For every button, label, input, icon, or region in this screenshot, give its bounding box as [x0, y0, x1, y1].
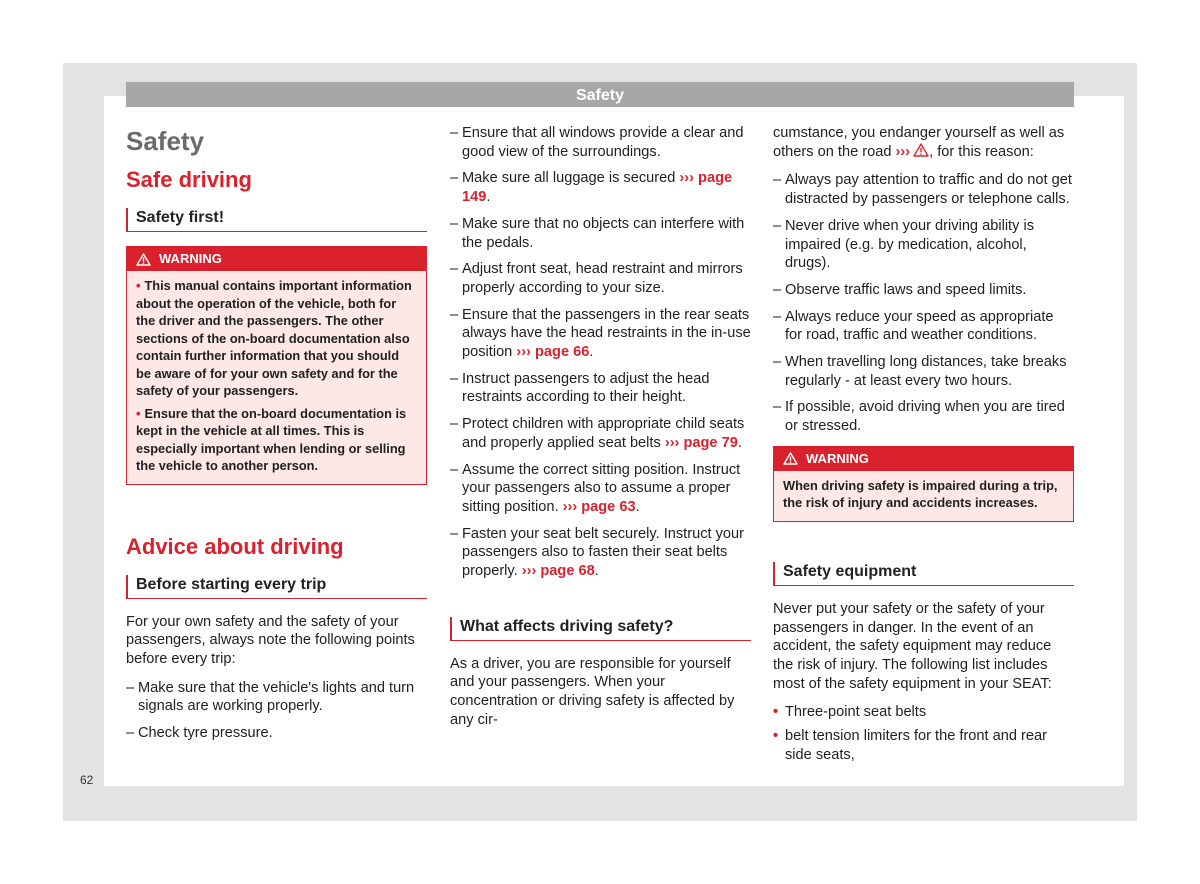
subsection-title-driving-safety: What affects driving safety? — [450, 617, 751, 641]
checklist — [126, 679, 427, 743]
column-3 — [773, 124, 1074, 769]
list-item: – Instruct passengers to adjust the head restraints according to their height. — [450, 370, 751, 407]
warning-body — [774, 471, 1073, 521]
warning-box — [126, 246, 427, 485]
list-item: – Make sure that no objects can interfere with the pedals. — [450, 215, 751, 252]
list-item: • Three-point seat belts — [773, 703, 1074, 722]
checklist — [450, 124, 751, 581]
running-header: Safety — [126, 82, 1074, 107]
paragraph: For your own safety and the safety of your passengers, always note the following points before every trip: — [126, 613, 415, 667]
warning-body — [127, 271, 426, 484]
page-reference-link[interactable]: ››› page 63 — [562, 498, 636, 515]
list-item: – Always pay attention to traffic and do not get distracted by passengers or telephone calls. — [773, 171, 1074, 208]
page-reference-link[interactable]: ››› page 68 — [521, 563, 595, 580]
column-2 — [450, 124, 751, 740]
warning-label: WARNING — [806, 450, 869, 466]
page-reference-link[interactable]: ››› page 149 — [462, 170, 733, 206]
list-item: – Observe traffic laws and speed limits. — [773, 281, 1074, 300]
warning-item: • This manual contains important information about the operation of the vehicle, both for the driver and the passengers. The other sections of the on-board documentation also contain further information that you should be aware of for your own safety and for the safety of your passengers. — [136, 278, 412, 398]
warning-label: WARNING — [159, 251, 222, 266]
list-item: – Never drive when your driving ability is impaired (e.g. by medication, alcohol, drugs). — [773, 217, 1074, 273]
paragraph: Never put your safety or the safety of your passengers in danger. In the event of an accident, the safety equipment may reduce the risk of injury. The following list includes most of the safety equipment in your SEAT: — [773, 600, 1052, 692]
warning-header — [774, 447, 1073, 471]
page-reference-link[interactable]: ››› page 79 — [664, 434, 738, 451]
warning-triangle-icon — [913, 143, 929, 157]
list-item: – Make sure that the vehicle's lights and turn signals are working properly. — [126, 679, 427, 716]
paragraph: As a driver, you are responsible for yourself and your passengers. When your concentration or driving safety is affected by any cir- — [450, 655, 735, 728]
page-reference-link[interactable]: ››› page 66 — [516, 344, 590, 361]
list-item: – Protect children with appropriate child seats and properly applied seat belts ››› page 79. — [450, 415, 751, 452]
warning-reference-link[interactable]: ››› — [895, 143, 911, 160]
warning-item: When driving safety is impaired during a trip, the risk of injury and accidents increases. — [783, 477, 1058, 511]
list-item: – Make sure all luggage is secured ››› page 149. — [450, 169, 751, 206]
subsection-title-before-trip: Before starting every trip — [126, 575, 427, 599]
warning-triangle-icon — [136, 253, 151, 266]
warning-box — [773, 446, 1074, 522]
page-number: 62 — [80, 773, 94, 787]
column-1 — [126, 124, 427, 751]
list-item: – Always reduce your speed as appropriate for road, traffic and weather conditions. — [773, 308, 1074, 345]
list-item: – Adjust front seat, head restraint and mirrors properly according to your size. — [450, 260, 751, 297]
warning-item: • Ensure that the on-board documentation is kept in the vehicle at all times. This is especially important when lending or selling the vehicle to another person. — [136, 405, 407, 473]
list-item: – Ensure that all windows provide a clear and good view of the surroundings. — [450, 124, 751, 161]
list-item: – When travelling long distances, take breaks regularly - at least every two hours. — [773, 353, 1074, 390]
chapter-title: Safety — [126, 126, 205, 156]
list-item: • belt tension limiters for the front and rear side seats, — [773, 727, 1074, 764]
warning-header — [127, 247, 426, 271]
section-title-safe-driving: Safe driving — [126, 167, 252, 192]
subsection-title-safety-first: Safety first! — [126, 208, 427, 232]
list-item: – If possible, avoid driving when you are tired or stressed. — [773, 398, 1074, 435]
subsection-title-safety-equipment: Safety equipment — [773, 562, 1074, 586]
section-title-advice: Advice about driving — [126, 533, 344, 559]
list-item: – Check tyre pressure. — [126, 724, 427, 743]
warning-triangle-icon — [783, 452, 798, 465]
paragraph: cumstance, you endanger yourself as well as others on the road ››› , for this reason: — [773, 125, 1065, 160]
list-item: – Fasten your seat belt securely. Instruct your passengers also to fasten their seat belts properly. ››› page 68. — [450, 525, 751, 581]
list-item: – Assume the correct sitting position. Instruct your passengers also to assume a proper sitting position. ››› page 63. — [450, 461, 751, 517]
equipment-list — [773, 703, 1074, 764]
list-item: – Ensure that the passengers in the rear seats always have the head restraints in the in-use position ››› page 66. — [450, 306, 751, 362]
checklist — [773, 171, 1074, 435]
